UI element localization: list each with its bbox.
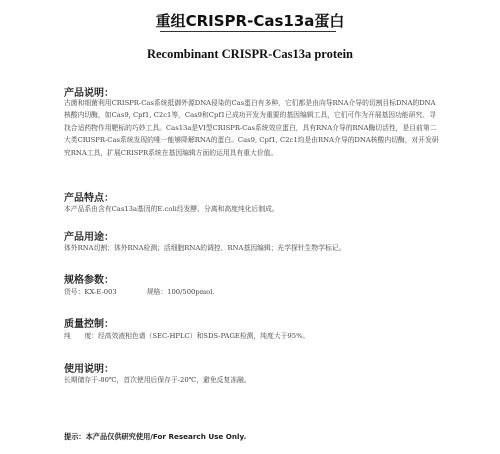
item-number: 货号：KX-E-003: [64, 288, 117, 296]
section-body-description: 古菌和细菌利用CRISPR-Cas系统抵御外源DNA侵染的Cas蛋白有多种，它们都是由向导RNA介导的切割目标DNA的DNA核酸内切酶，如Cas9, Cpf1, C2c1等，Cas9和Cpf1已成功开发为重要的基因编辑工具，它们可作为开展基因功能研究、寻找合适药物作用靶标的巧妙工具。Cas13a是VI型CRISPR-Cas系统效应蛋白，具有RNA介导的RNA酶切活性，是目前第二大类CRISPR-Cas系统发现的唯一能够降解RNA的蛋白。Cas9, Cpf1, C2c1均是由RNA介导的DNA核酸内切酶，对开发研究RNA工具，扩展CRISPR系统在基因编辑方面的运用具有重大价值。: [64, 99, 439, 157]
section-body-specs: [64, 286, 440, 298]
page-title: 重组CRISPR-Cas13a蛋白: [155, 12, 345, 30]
section-body-instructions: 长期储存于-80℃，首次使用后保存于-20℃，避免反复冻融。: [64, 376, 251, 384]
page-subtitle: Recombinant CRISPR-Cas13a protein: [146, 47, 354, 61]
section-heading-quality: 质量控制：: [64, 319, 114, 330]
section-body-usage: 体外RNA切割；体外RNA检测；活细胞RNA的调控、RNA基因编辑；光学探针生物学标记。: [64, 244, 346, 252]
section-body-quality: [64, 330, 440, 342]
section-heading-instructions: 使用说明：: [64, 364, 114, 375]
section-heading-usage: 产品用途：: [64, 232, 114, 243]
product-size: 规格：100/500pmol.: [146, 288, 215, 296]
purity-label: 纯 度：: [64, 332, 98, 340]
title-divider: [160, 31, 336, 32]
footer-note: 提示：本产品仅供研究使用/For Research Use Only.: [64, 432, 247, 441]
purity-text: 经高效液相色谱（SEC-HPLC）和SDS-PAGE检测，纯度大于95%。: [97, 332, 310, 340]
section-body-features: 本产品系由含有Cas13a基因的E.coli经发酵、分离和高度纯化后制成。: [64, 205, 279, 213]
section-heading-description: 产品说明：: [64, 88, 114, 99]
section-heading-features: 产品特点：: [64, 193, 114, 204]
section-heading-specs: 规格参数：: [64, 275, 114, 286]
